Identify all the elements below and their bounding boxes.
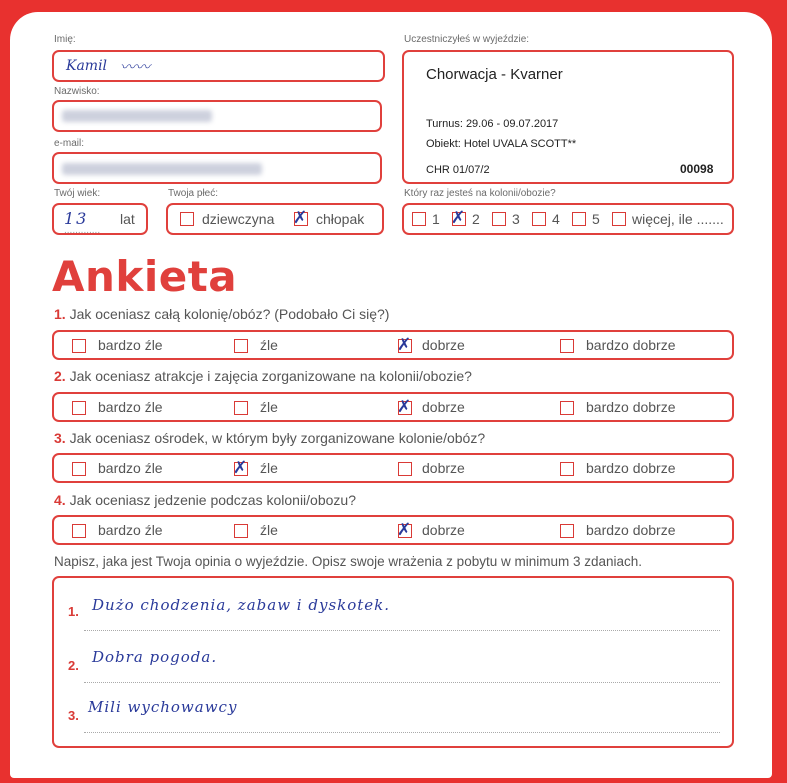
- answer-label: bardzo dobrze: [586, 337, 676, 353]
- answers-row-3: [52, 453, 734, 483]
- answer-label: bardzo źle: [98, 460, 163, 476]
- question-4: [54, 492, 356, 508]
- gender-girl-label: dziewczyna: [202, 211, 275, 227]
- count-label: Który raz jesteś na kolonii/obozie?: [404, 188, 556, 199]
- trip-label: Uczestniczyłeś w wyjeździe:: [404, 34, 530, 45]
- q4-bardzo-zle-checkbox[interactable]: [72, 524, 86, 538]
- question-text: Jak oceniasz całą kolonię/obóz? (Podobało Ci się?): [69, 306, 390, 322]
- check-mark: ✗: [451, 208, 466, 228]
- q1-bardzo-zle-checkbox[interactable]: [72, 339, 86, 353]
- question-2: [54, 368, 472, 384]
- answer-label: bardzo dobrze: [586, 399, 676, 415]
- answer-label: dobrze: [422, 522, 465, 538]
- trip-name: Chorwacja - Kvarner: [426, 66, 563, 83]
- opinion-line-number: 3.: [68, 708, 79, 723]
- check-mark: ✗: [397, 397, 412, 417]
- answer-label: źle: [260, 399, 278, 415]
- answer-label: źle: [260, 522, 278, 538]
- count-3-label: 3: [512, 211, 520, 227]
- q4-dobrze-checkbox[interactable]: [397, 520, 412, 540]
- q2-zle-checkbox[interactable]: [234, 401, 248, 415]
- opinion-line-number: 1.: [68, 604, 79, 619]
- age-dotted-line: .............: [64, 225, 101, 236]
- gender-field: [166, 203, 384, 235]
- opinion-line-1: Dużo chodzenia, zabaw i dyskotek.: [92, 596, 391, 614]
- answer-label: dobrze: [422, 399, 465, 415]
- count-field: [402, 203, 734, 235]
- question-number: 3.: [54, 430, 66, 446]
- question-number: 4.: [54, 492, 66, 508]
- q1-bardzo-dobrze-checkbox[interactable]: [560, 339, 574, 353]
- question-3: [54, 430, 485, 446]
- gender-girl-checkbox[interactable]: [180, 212, 194, 226]
- q3-bardzo-dobrze-checkbox[interactable]: [560, 462, 574, 476]
- last-name-label: Nazwisko:: [54, 86, 100, 97]
- signature-scribble: 〰〰: [120, 58, 151, 76]
- count-2-label: 2: [472, 211, 480, 227]
- email-field[interactable]: [52, 152, 382, 184]
- check-mark: ✗: [397, 520, 412, 540]
- q1-zle-checkbox[interactable]: [234, 339, 248, 353]
- answer-label: bardzo źle: [98, 337, 163, 353]
- count-5-checkbox[interactable]: [572, 212, 586, 226]
- gender-boy-checkbox[interactable]: [293, 208, 308, 228]
- answers-row-1: [52, 330, 734, 360]
- opinion-box[interactable]: [52, 576, 734, 748]
- answers-row-2: [52, 392, 734, 422]
- age-value: 13: [64, 209, 89, 228]
- first-name-label: Imię:: [54, 34, 76, 45]
- answer-label: bardzo dobrze: [586, 522, 676, 538]
- count-more-label: więcej, ile .......: [632, 211, 724, 227]
- q2-bardzo-dobrze-checkbox[interactable]: [560, 401, 574, 415]
- first-name-value: Kamil: [66, 58, 108, 74]
- trip-number: 00098: [680, 162, 714, 176]
- count-4-checkbox[interactable]: [532, 212, 546, 226]
- answer-label: dobrze: [422, 460, 465, 476]
- answer-label: bardzo źle: [98, 399, 163, 415]
- survey-sheet: [10, 12, 772, 778]
- opinion-line-2: Dobra pogoda.: [92, 648, 218, 666]
- q4-bardzo-dobrze-checkbox[interactable]: [560, 524, 574, 538]
- count-3-checkbox[interactable]: [492, 212, 506, 226]
- last-name-field[interactable]: [52, 100, 382, 132]
- count-more-checkbox[interactable]: [612, 212, 626, 226]
- answer-label: bardzo źle: [98, 522, 163, 538]
- answer-label: bardzo dobrze: [586, 460, 676, 476]
- q4-zle-checkbox[interactable]: [234, 524, 248, 538]
- answer-label: dobrze: [422, 337, 465, 353]
- gender-label: Twoja płeć:: [168, 188, 219, 199]
- survey-title: Ankieta: [52, 252, 238, 301]
- writing-line: [84, 682, 720, 683]
- gender-boy-label: chłopak: [316, 211, 365, 227]
- age-unit: lat: [120, 211, 135, 227]
- count-5-label: 5: [592, 211, 600, 227]
- q3-bardzo-zle-checkbox[interactable]: [72, 462, 86, 476]
- writing-line: [84, 630, 720, 631]
- email-label: e-mail:: [54, 138, 85, 149]
- question-1: [54, 306, 389, 322]
- check-mark: ✗: [397, 335, 412, 355]
- age-label: Twój wiek:: [54, 188, 101, 199]
- question-number: 2.: [54, 368, 66, 384]
- q2-dobrze-checkbox[interactable]: [397, 397, 412, 417]
- answer-label: źle: [260, 460, 278, 476]
- trip-box: [402, 50, 734, 184]
- question-text: Jak oceniasz atrakcje i zajęcia zorganizowane na kolonii/obozie?: [69, 368, 472, 384]
- opinion-prompt: Napisz, jaka jest Twoja opinia o wyjeździe. Opisz swoje wrażenia z pobytu w minimum 3 zdaniach.: [54, 554, 643, 569]
- question-number: 1.: [54, 306, 66, 322]
- trip-obiekt: Obiekt: Hotel UVALA SCOTT**: [426, 138, 577, 150]
- answer-label: źle: [260, 337, 278, 353]
- answers-row-4: [52, 515, 734, 545]
- question-text: Jak oceniasz jedzenie podczas kolonii/obozu?: [69, 492, 356, 508]
- opinion-line-number: 2.: [68, 658, 79, 673]
- redacted-last-name: [62, 110, 212, 122]
- q3-zle-checkbox[interactable]: [233, 458, 248, 478]
- check-mark: ✗: [233, 458, 248, 478]
- count-1-label: 1: [432, 211, 440, 227]
- count-2-checkbox[interactable]: [451, 208, 466, 228]
- age-field[interactable]: [52, 203, 148, 235]
- q2-bardzo-zle-checkbox[interactable]: [72, 401, 86, 415]
- trip-turnus: Turnus: 29.06 - 09.07.2017: [426, 118, 559, 130]
- check-mark: ✗: [293, 208, 308, 228]
- question-text: Jak oceniasz ośrodek, w którym były zorganizowane kolonie/obóz?: [69, 430, 486, 446]
- opinion-line-3: Mili wychowawcy: [88, 698, 238, 716]
- redacted-email: [62, 163, 262, 175]
- q3-dobrze-checkbox[interactable]: [398, 462, 412, 476]
- q1-dobrze-checkbox[interactable]: [397, 335, 412, 355]
- trip-code: CHR 01/07/2: [426, 164, 490, 176]
- first-name-field[interactable]: [52, 50, 385, 82]
- writing-line: [84, 732, 720, 733]
- count-1-checkbox[interactable]: [412, 212, 426, 226]
- count-4-label: 4: [552, 211, 560, 227]
